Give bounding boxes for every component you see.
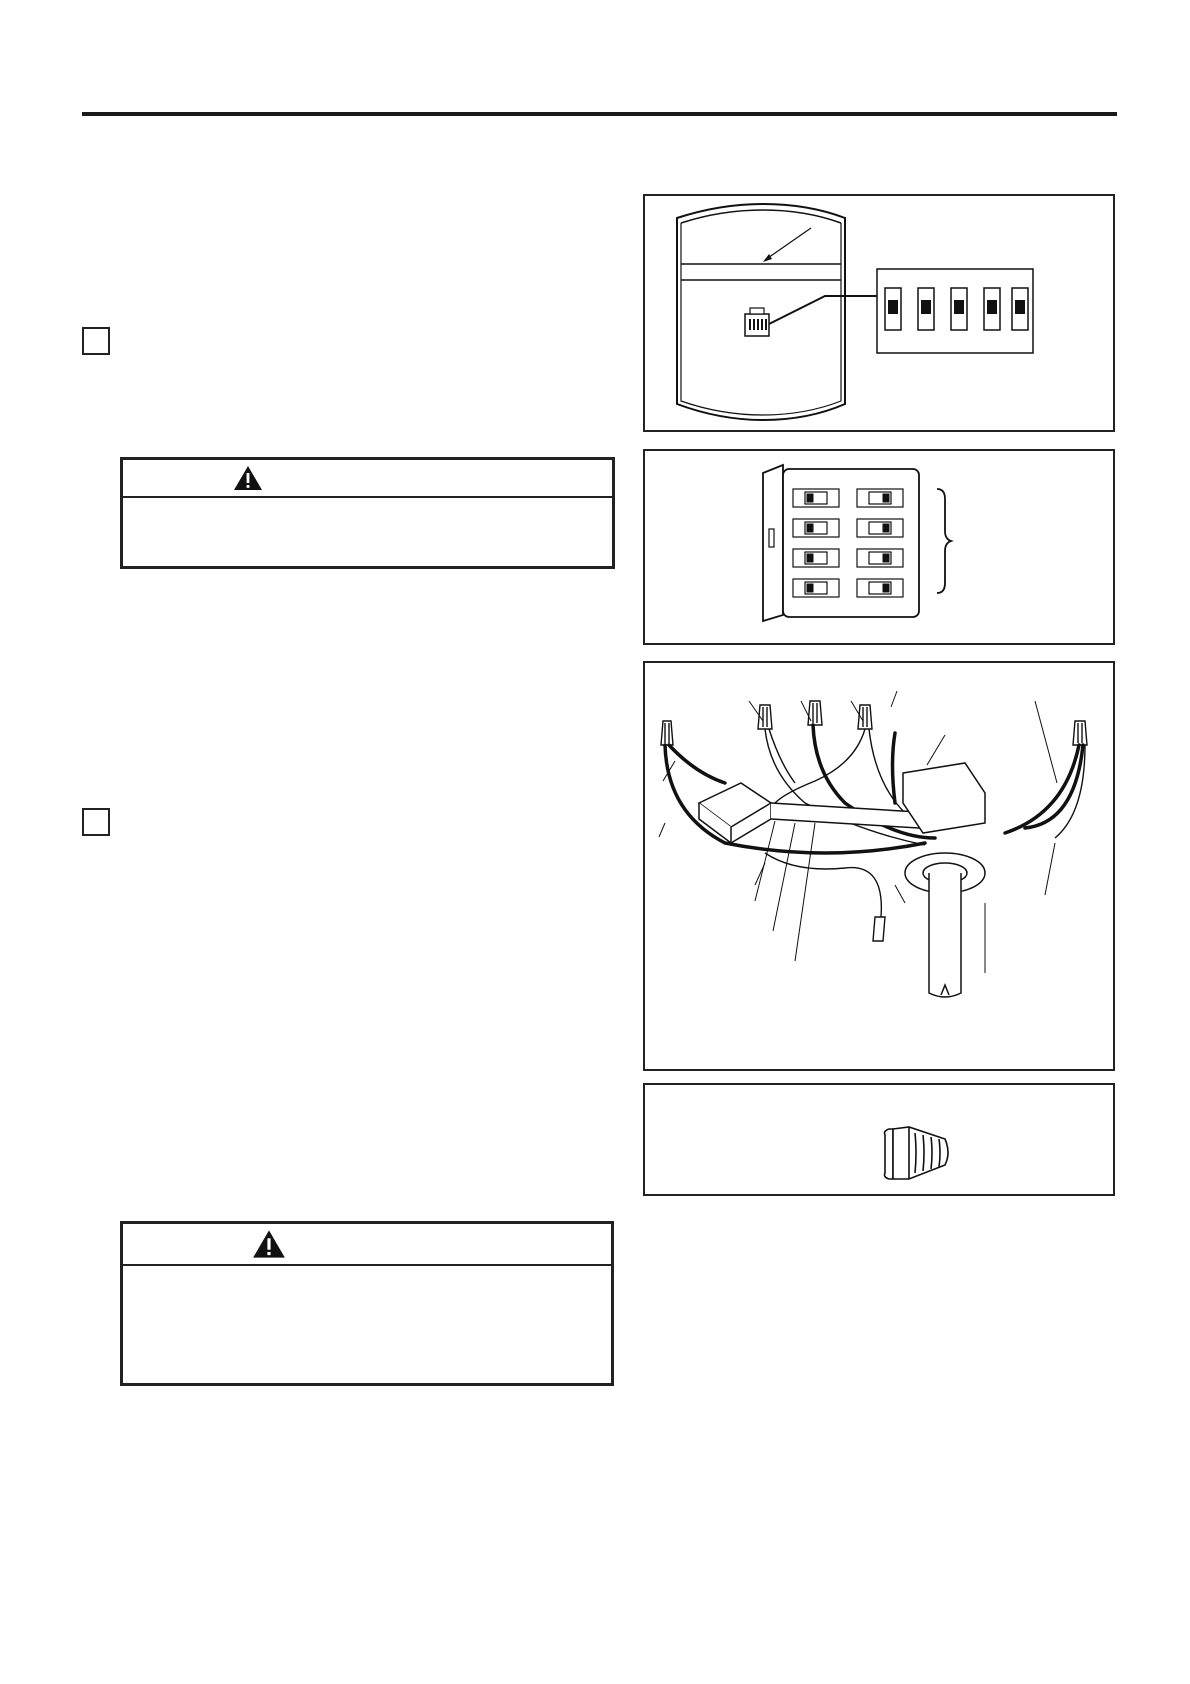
receiver-box bbox=[699, 783, 935, 843]
fan-wiring-figure bbox=[643, 661, 1115, 1071]
breaker-panel-figure bbox=[643, 449, 1115, 645]
panel-brace bbox=[937, 489, 951, 593]
step-checkbox-1[interactable] bbox=[82, 327, 110, 355]
wire-nut-figure bbox=[643, 1083, 1115, 1196]
wire-nut-icon bbox=[885, 1127, 949, 1179]
warning-triangle-icon bbox=[233, 465, 263, 491]
warning-box-1 bbox=[120, 457, 615, 569]
warning-triangle-icon bbox=[252, 1229, 286, 1259]
warning-box-2 bbox=[120, 1221, 614, 1386]
remote-transmitter-figure bbox=[643, 194, 1115, 432]
mounting-bracket bbox=[903, 763, 985, 997]
warning-header bbox=[123, 1224, 611, 1266]
step-checkbox-2[interactable] bbox=[82, 808, 110, 836]
warning-header bbox=[123, 460, 612, 498]
header-rule bbox=[82, 112, 1117, 116]
